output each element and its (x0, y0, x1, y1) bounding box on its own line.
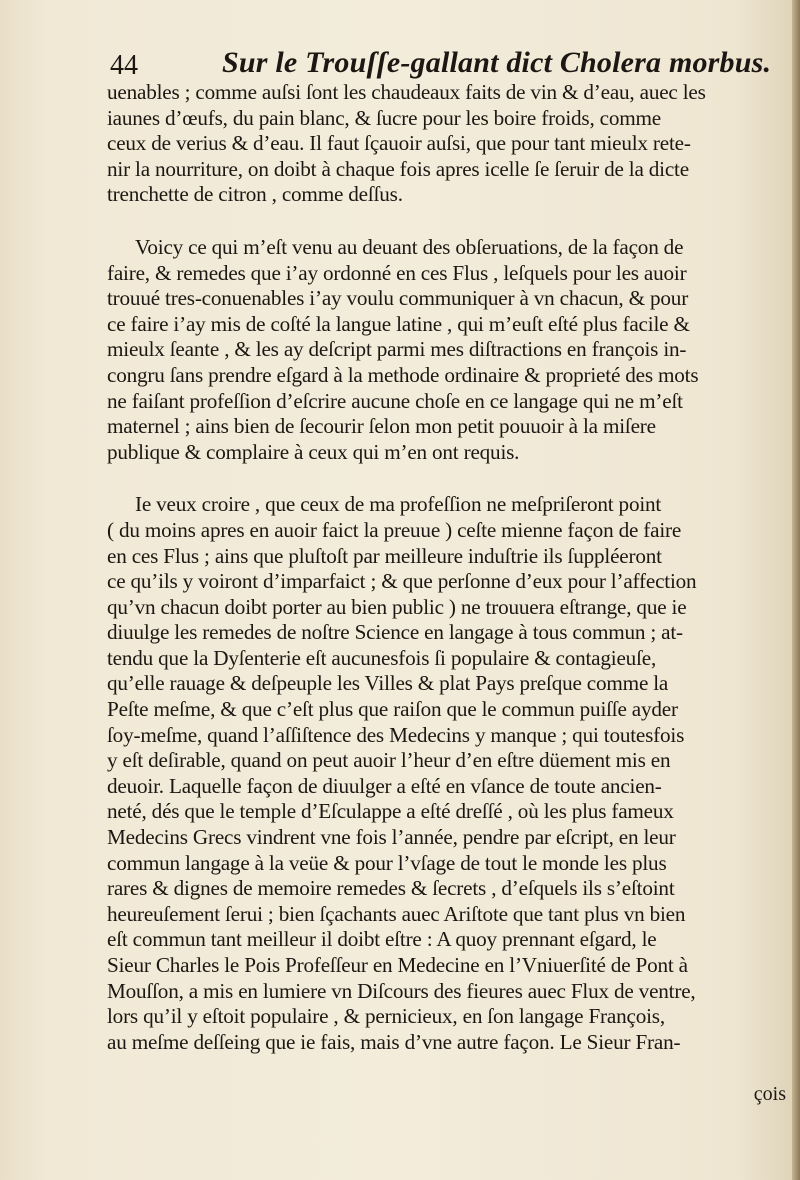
text-line: Ie veux croire , que ceux de ma profeſſion ne meſpriſeront point (135, 492, 662, 517)
text-line: qu’vn chacun doibt porter au bien public ) ne trouuera eſtrange, que ie (107, 594, 687, 619)
text-line: diuulge les remedes de noſtre Science en langage à tous commun ; at- (107, 620, 683, 645)
text-line: ceux de verius & d’eau. Il faut ſçauoir auſsi, que pour tant mieulx rete- (107, 131, 691, 156)
text-line: uenables ; comme auſsi ſont les chaudeaux faits de vin & d’eau, auec les (107, 80, 706, 104)
page-number: 44 (110, 50, 138, 81)
text-line: Mouſſon, a mis en lumiere vn Diſcours des fieures auec Flux de ventre, (107, 978, 696, 1003)
text-line: rares & dignes de memoire remedes & ſecrets , d’eſquels ils s’eſtoint (107, 876, 675, 901)
text-line: deuoir. Laquelle façon de diuulger a eſté en vſance de toute ancien- (107, 773, 662, 798)
text-line: publique & complaire à ceux qui m’en ont requis. (107, 439, 520, 464)
text-line: Peſte meſme, & que c’eſt plus que raiſon que le commun puiſſe ayder (107, 697, 678, 722)
paragraph-gap (107, 465, 791, 492)
body-text (107, 80, 791, 1055)
text-line: ce qu’ils y voiront d’imparfaict ; & que perſonne d’eux pour l’affection (107, 569, 697, 594)
text-line: ſoy-meſme, quand l’aſſiſtence des Medecins y manque ; qui toutesfois (107, 722, 685, 747)
text-line: ce faire i’ay mis de coſté la langue latine , qui m’euſt eſté plus facile & (107, 311, 690, 336)
paragraph (107, 492, 791, 1055)
text-line: y eſt deſirable, quand on peut auoir l’heur d’en eſtre düement mis en (107, 748, 671, 773)
paragraph (107, 80, 791, 208)
text-line: en ces Flus ; ains que pluſtoſt par meilleure induſtrie ils ſuppléeront (107, 543, 662, 568)
text-line: Sieur Charles le Pois Profeſſeur en Medecine en l’Vniuerſité de Pont à (107, 953, 688, 977)
text-line: neté, dés que le temple d’Eſculappe a eſté dreſſé , où les plus fameux (107, 799, 674, 824)
paragraph-gap (107, 208, 791, 235)
text-line: ( du moins apres en auoir faict la preuue ) ceſte mienne façon de faire (107, 517, 682, 542)
text-line: iaunes d’œufs, du pain blanc, & ſucre pour les boire froids, comme (107, 105, 662, 130)
text-line: maternel ; ains bien de ſecourir ſelon mon petit pouuoir à la miſere (107, 414, 656, 439)
text-line: Medecins Grecs vindrent vne fois l’année, pendre par eſcript, en leur (107, 825, 676, 850)
text-line: heureuſement ſerui ; bien ſçachants auec Ariſtote que tant plus vn bien (107, 901, 686, 926)
text-line: commun langage à la veüe & pour l’vſage de tout le monde les plus (107, 850, 667, 875)
text-line: congru ſans prendre eſgard à la methode ordinaire & proprieté des mots (107, 362, 699, 387)
text-line: eſt commun tant meilleur il doibt eſtre : A quoy prennant eſgard, le (107, 927, 657, 952)
text-line: Voicy ce qui m’eſt venu au deuant des obſeruations, de la façon de (135, 234, 684, 259)
paragraph (107, 235, 791, 465)
text-line: ne faiſant profeſſion d’eſcrire aucune choſe en ce langage qui ne m’eſt (107, 388, 683, 413)
text-line: tendu que la Dyſenterie eſt aucunesfois ſi populaire & contagieuſe, (107, 645, 657, 670)
text-line: faire, & remedes que i’ay ordonné en ces Flus , leſquels pour les auoir (107, 260, 687, 285)
text-line: mieulx ſeante , & les ay deſcript parmi mes diſtractions en françois in- (107, 337, 687, 362)
text-line: trouué tres-conuenables i’ay voulu communiquer à vn chacun, & pour (107, 286, 689, 311)
text-line: lors qu’il y eſtoit populaire , & pernicieux, en ſon langage François, (107, 1004, 665, 1029)
running-title: Sur le Trouſſe-gallant dict Cholera morbus. (222, 46, 772, 79)
page-edge (792, 0, 800, 1180)
text-line: nir la nourriture, on doibt à chaque fois apres icelle ſe ſeruir de la dicte (107, 156, 689, 181)
catchword: çois (753, 1083, 786, 1105)
text-line: au meſme deſſeing que ie fais, mais d’vne autre façon. Le Sieur Fran- (107, 1029, 681, 1054)
text-line: qu’elle rauage & deſpeuple les Villes & plat Pays preſque comme la (107, 671, 669, 696)
text-line: trenchette de citron , comme deſſus. (107, 182, 403, 207)
